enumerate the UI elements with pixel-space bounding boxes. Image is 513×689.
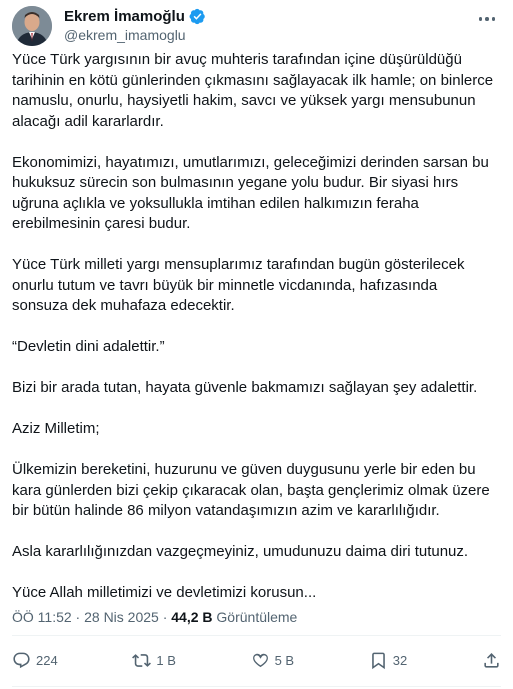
divider xyxy=(12,635,501,636)
reply-button[interactable] xyxy=(12,651,58,670)
author-handle[interactable]: @ekrem_imamoglu xyxy=(64,27,186,43)
share-button[interactable] xyxy=(482,651,501,670)
verified-badge-icon[interactable] xyxy=(189,8,206,25)
tweet-paragraph: Yüce Allah milletimizi ve devletimizi korusun... xyxy=(12,584,317,601)
retweet-count: 1 B xyxy=(156,652,176,668)
divider xyxy=(12,686,501,687)
share-icon xyxy=(482,651,501,670)
retweet-button[interactable] xyxy=(132,651,176,670)
timestamp[interactable]: ÖÖ 11:52 · 28 Nis 2025 · xyxy=(12,609,172,625)
like-icon xyxy=(251,651,270,670)
tweet-header xyxy=(12,6,501,46)
tweet-paragraph: Yüce Türk yargısının bir avuç muhteris tarafından içine düşürüldüğü tarihinin en kötü günlerinden çıkmasını sağlayacak ilk hamle; on binlerce namuslu, onurlu, haysiyetli hakim, savcı ve yüksek yargı mensubunun alacağı adil kararlardır. xyxy=(12,51,494,130)
bookmark-icon xyxy=(369,651,388,670)
bookmark-count: 32 xyxy=(392,652,408,668)
action-bar xyxy=(12,647,501,673)
tweet-paragraph: “Devletin dini adalettir.” xyxy=(12,338,165,355)
tweet-paragraph: Asla kararlılığınızdan vazgeçmeyiniz, umudunuzu daima diri tutunuz. xyxy=(12,543,469,560)
more-options-icon[interactable] xyxy=(473,8,501,30)
reply-count: 224 xyxy=(36,652,58,668)
like-button[interactable] xyxy=(251,651,295,670)
tweet-meta xyxy=(12,609,297,625)
tweet-paragraph: Bizi bir arada tutan, hayata güvenle bakmamızı sağlayan şey adalettir. xyxy=(12,379,478,396)
tweet-paragraph: Yüce Türk milleti yargı mensuplarımız tarafından bugün gösterilecek onurlu tutum ve tavrı büyük bir minnetle vicdanında, hafızasında sonsuza dek muhafaza edecektir. xyxy=(12,256,465,314)
tweet-paragraph: Ülkemizin bereketini, huzurunu ve güven duygusunu yerle bir eden bu kara günlerden bizi çekip çıkaracak olan, başta gençlerimiz olmak üzere bir bütün halinde 86 milyon vatandaşımızın azim ve kararlılığıdır. xyxy=(12,461,490,519)
reply-icon xyxy=(12,651,31,670)
avatar[interactable] xyxy=(12,6,52,46)
author-names xyxy=(64,7,206,43)
tweet-paragraph: Aziz Milletim; xyxy=(12,420,100,437)
tweet-text xyxy=(12,50,494,624)
views-count: 44,2 B xyxy=(171,609,213,625)
author-display-name[interactable]: Ekrem İmamoğlu xyxy=(64,8,185,25)
bookmark-button[interactable] xyxy=(369,651,407,670)
retweet-icon xyxy=(132,651,151,670)
views-label: Görüntüleme xyxy=(212,609,298,625)
tweet-paragraph: Ekonomimizi, hayatımızı, umutlarımızı, geleceğimizi derinden sarsan bu hukuksuz sürecin son bulmasının yegane yolu budur. Bir siyasi hırs uğruna açlıkla ve yoksullukla imtihan edilen halkımızın feraha erebilmesinin çaresi budur. xyxy=(12,153,489,232)
like-count: 5 B xyxy=(274,652,295,668)
